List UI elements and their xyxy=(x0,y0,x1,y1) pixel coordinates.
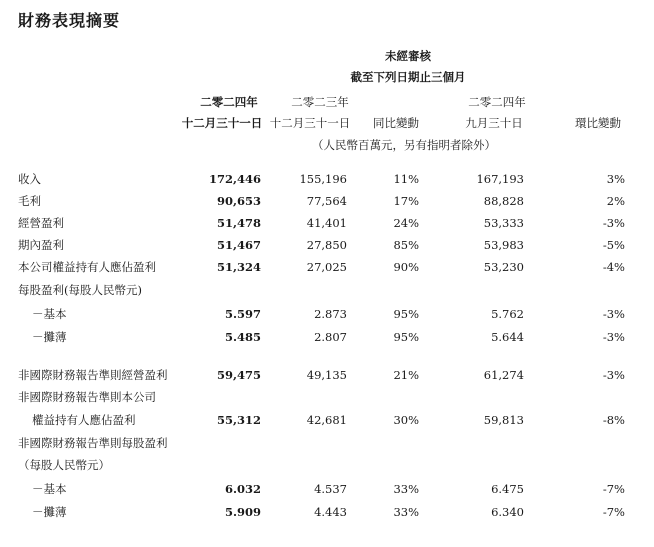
row-label: 非國際財務報告準則每股盈利 xyxy=(18,436,168,450)
col1-header-year: 二零二四年 xyxy=(200,95,258,109)
value-q4-2024: 51,478 xyxy=(216,216,261,230)
value-qoq: -5% xyxy=(602,238,625,252)
value-q4-2023: 41,401 xyxy=(306,216,347,230)
value-yoy: 17% xyxy=(393,194,419,208)
value-q4-2024: 51,467 xyxy=(216,238,261,252)
value-q4-2023: 155,196 xyxy=(299,172,347,186)
value-qoq: -3% xyxy=(602,368,625,382)
value-yoy: 24% xyxy=(393,216,419,230)
value-q3-2024: 6.340 xyxy=(491,505,524,519)
value-q3-2024: 6.475 xyxy=(491,482,524,496)
value-yoy: 30% xyxy=(393,413,419,427)
value-q3-2024: 53,230 xyxy=(483,260,524,274)
table-row xyxy=(0,305,654,323)
value-q4-2024: 6.032 xyxy=(224,482,261,496)
value-qoq: -7% xyxy=(602,505,625,519)
table-row xyxy=(0,192,654,210)
table-row xyxy=(0,328,654,346)
value-q4-2024: 90,653 xyxy=(216,194,261,208)
table-row xyxy=(0,258,654,276)
value-q4-2024: 51,324 xyxy=(216,260,261,274)
value-q3-2024: 59,813 xyxy=(483,413,524,427)
value-q4-2023: 27,850 xyxy=(306,238,347,252)
value-qoq: -3% xyxy=(602,330,625,344)
value-qoq: 3% xyxy=(606,172,625,186)
value-qoq: -3% xyxy=(602,216,625,230)
value-qoq: -7% xyxy=(602,482,625,496)
table-row xyxy=(0,503,654,521)
value-q4-2023: 4.537 xyxy=(314,482,347,496)
value-q4-2023: 2.807 xyxy=(314,330,347,344)
col2-header-year: 二零二三年 xyxy=(291,95,349,109)
value-q3-2024: 61,274 xyxy=(483,368,524,382)
row-label: 收入 xyxy=(18,172,41,186)
col2-header-date: 十二月三十一日 xyxy=(269,116,351,130)
table-row xyxy=(0,411,654,429)
row-label: 本公司權益持有人應佔盈利 xyxy=(18,260,156,274)
table-row xyxy=(0,170,654,188)
table-row xyxy=(0,388,654,406)
value-q4-2024: 55,312 xyxy=(216,413,261,427)
value-q3-2024: 53,333 xyxy=(483,216,524,230)
value-qoq: -8% xyxy=(602,413,625,427)
value-q4-2023: 77,564 xyxy=(306,194,347,208)
table-row xyxy=(0,480,654,498)
value-yoy: 33% xyxy=(393,505,419,519)
row-label: －攤薄 xyxy=(32,505,67,519)
value-yoy: 90% xyxy=(393,260,419,274)
page-title: 財務表現摘要 xyxy=(18,11,121,30)
row-label: －攤薄 xyxy=(32,330,67,344)
value-q4-2023: 27,025 xyxy=(306,260,347,274)
value-yoy: 95% xyxy=(393,307,419,321)
value-q4-2024: 59,475 xyxy=(216,368,261,382)
value-yoy: 95% xyxy=(393,330,419,344)
value-yoy: 33% xyxy=(393,482,419,496)
value-q3-2024: 5.762 xyxy=(491,307,524,321)
value-qoq: -4% xyxy=(602,260,625,274)
row-label: 權益持有人應佔盈利 xyxy=(32,413,136,427)
value-yoy: 11% xyxy=(393,172,419,186)
value-q4-2024: 5.485 xyxy=(224,330,261,344)
value-q4-2023: 4.443 xyxy=(314,505,347,519)
row-label: 非國際財務報告準則本公司 xyxy=(18,390,156,404)
value-q3-2024: 5.644 xyxy=(491,330,524,344)
value-q3-2024: 88,828 xyxy=(483,194,524,208)
value-yoy: 85% xyxy=(393,238,419,252)
row-label: 每股盈利(每股人民幣元) xyxy=(18,283,142,297)
period-header: 截至下列日期止三個月 xyxy=(350,70,466,84)
col3-header: 同比變動 xyxy=(373,116,419,130)
table-row xyxy=(0,456,654,474)
row-label: 非國際財務報告準則經營盈利 xyxy=(18,368,168,382)
row-label: 經營盈利 xyxy=(18,216,64,230)
value-q4-2024: 172,446 xyxy=(208,172,261,186)
value-q4-2023: 42,681 xyxy=(306,413,347,427)
table-row xyxy=(0,366,654,384)
unit-note: （人民幣百萬元，另有指明者除外） xyxy=(312,138,496,152)
row-label: －基本 xyxy=(32,307,67,321)
col4-header-year: 二零二四年 xyxy=(468,95,526,109)
row-label: 期內盈利 xyxy=(18,238,64,252)
value-q4-2023: 49,135 xyxy=(306,368,347,382)
value-yoy: 21% xyxy=(393,368,419,382)
row-label: （每股人民幣元） xyxy=(18,458,110,472)
table-row xyxy=(0,281,654,299)
value-qoq: 2% xyxy=(606,194,625,208)
table-row xyxy=(0,434,654,452)
unaudited-header: 未經審核 xyxy=(385,49,431,63)
table-row xyxy=(0,214,654,232)
table-row xyxy=(0,236,654,254)
row-label: －基本 xyxy=(32,482,67,496)
row-label: 毛利 xyxy=(18,194,41,208)
value-q4-2023: 2.873 xyxy=(314,307,347,321)
col5-header: 環比變動 xyxy=(575,116,621,130)
value-q4-2024: 5.597 xyxy=(224,307,261,321)
value-q3-2024: 53,983 xyxy=(483,238,524,252)
value-q4-2024: 5.909 xyxy=(224,505,261,519)
value-qoq: -3% xyxy=(602,307,625,321)
col4-header-date: 九月三十日 xyxy=(465,116,523,130)
value-q3-2024: 167,193 xyxy=(476,172,524,186)
col1-header-date: 十二月三十一日 xyxy=(181,116,263,130)
